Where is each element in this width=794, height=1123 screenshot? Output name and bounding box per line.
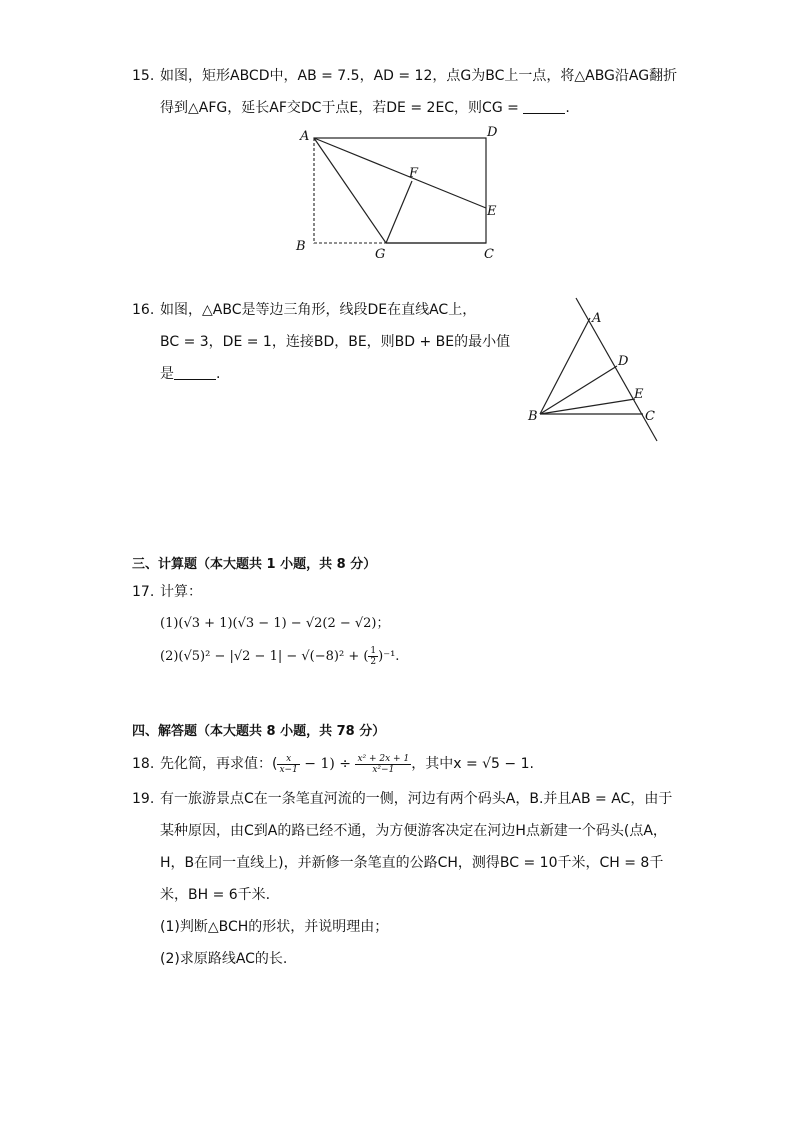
q15-label-d: D (487, 125, 498, 140)
q16-label-b: B (528, 409, 538, 424)
q16-segment-bd (540, 366, 617, 414)
q16-segment-ba (540, 318, 590, 414)
q18-fraction-2-numerator: x² + 2x + 1 (357, 753, 410, 764)
q16-number: 16. (132, 302, 155, 318)
q15-line2-text: 得到△AFG，延长AF交DC于点E，若DE = 2EC，则CG = (160, 100, 519, 116)
q19-line3: H，B在同一直线上)，并新修一条笔直的公路CH，测得BC = 10千米，CH = 8千 (160, 855, 664, 871)
q16-label-c: C (645, 409, 655, 424)
q15-label-b: B (296, 239, 306, 254)
q16-answer-blank (174, 365, 216, 380)
q15-answer-blank (523, 99, 565, 114)
section-4-title: 四、解答题（本大题共 8 小题，共 78 分） (132, 724, 386, 739)
q19-line2: 某种原因，由C到A的路已经不通，为方便游客决定在河边H点新建一个码头(点A， (160, 823, 667, 839)
q18-text-mid: − 1) ÷ (299, 756, 356, 772)
q15-figure (290, 122, 510, 262)
q18-text-post: ，其中x = √5 − 1. (411, 756, 534, 772)
q18-text-pre: 先化简，再求值：( (160, 756, 278, 772)
q18-fraction-2 (355, 754, 411, 775)
q17-number: 17. (132, 584, 155, 600)
q19-line4: 米，BH = 6千米. (160, 887, 271, 903)
q15-label-a: A (300, 129, 310, 144)
q16-line2: BC = 3，DE = 1，连接BD，BE，则BD + BE的最小值 (160, 334, 511, 350)
q18-fraction-1-denominator: x−1 (279, 764, 298, 775)
q15-line2 (160, 98, 570, 118)
q17-part1: (1)(√3 + 1)(√3 − 1) − √2(2 − √2)； (160, 616, 390, 631)
q18-number: 18. (132, 756, 155, 772)
q19-line1: 有一旅游景点C在一条笔直河流的一侧，河边有两个码头A，B.并且AB = AC，由于 (160, 791, 673, 807)
q15-label-g: G (375, 247, 386, 262)
q19-part2: (2)求原路线AC的长. (160, 951, 288, 967)
q17-part2-end: )⁻¹. (378, 649, 400, 664)
q19-part1: (1)判断△BCH的形状，并说明理由； (160, 919, 389, 935)
q15-number: 15. (132, 68, 155, 84)
q16-segment-be (540, 399, 635, 414)
q17-part2 (160, 646, 399, 667)
q18-fraction-2-denominator: x²−1 (372, 764, 395, 775)
q18-fraction-1 (277, 754, 299, 775)
q15-label-e: E (487, 204, 497, 219)
q15-segment-ag (314, 138, 386, 243)
q19-number: 19. (132, 791, 155, 807)
section-3-title: 三、计算题（本大题共 1 小题，共 8 分） (132, 557, 377, 572)
q16-line3 (160, 364, 220, 384)
q15-segment-gf (386, 181, 412, 243)
q17-fraction (368, 646, 378, 667)
q16-label-e: E (634, 387, 644, 402)
q15-segment-ae (314, 138, 486, 208)
q15-label-f: F (409, 166, 419, 181)
q16-figure (524, 292, 674, 447)
q17-title: 计算： (160, 584, 202, 600)
q18-expression (160, 747, 534, 781)
q16-label-d: D (618, 354, 629, 369)
q16-line3-end: . (216, 366, 221, 382)
q15-rectangle (314, 138, 486, 243)
q18-fraction-1-numerator: x (277, 754, 299, 765)
q17-fraction-numerator: 1 (370, 646, 377, 656)
q15-line2-end: . (565, 100, 570, 116)
q16-line3-text: 是 (160, 366, 174, 382)
q15-line1: 如图，矩形ABCD中，AB = 7.5，AD = 12，点G为BC上一点，将△ABG沿AG翻折 (160, 68, 678, 84)
q17-part2-text: (2)(√5)² − |√2 − 1| − √(−8)² + ( (160, 649, 369, 664)
q17-fraction-denominator: 2 (370, 657, 377, 667)
q15-label-c: C (484, 247, 494, 262)
q16-label-a: A (592, 311, 602, 326)
q16-line1: 如图，△ABC是等边三角形，线段DE在直线AC上， (160, 302, 477, 318)
